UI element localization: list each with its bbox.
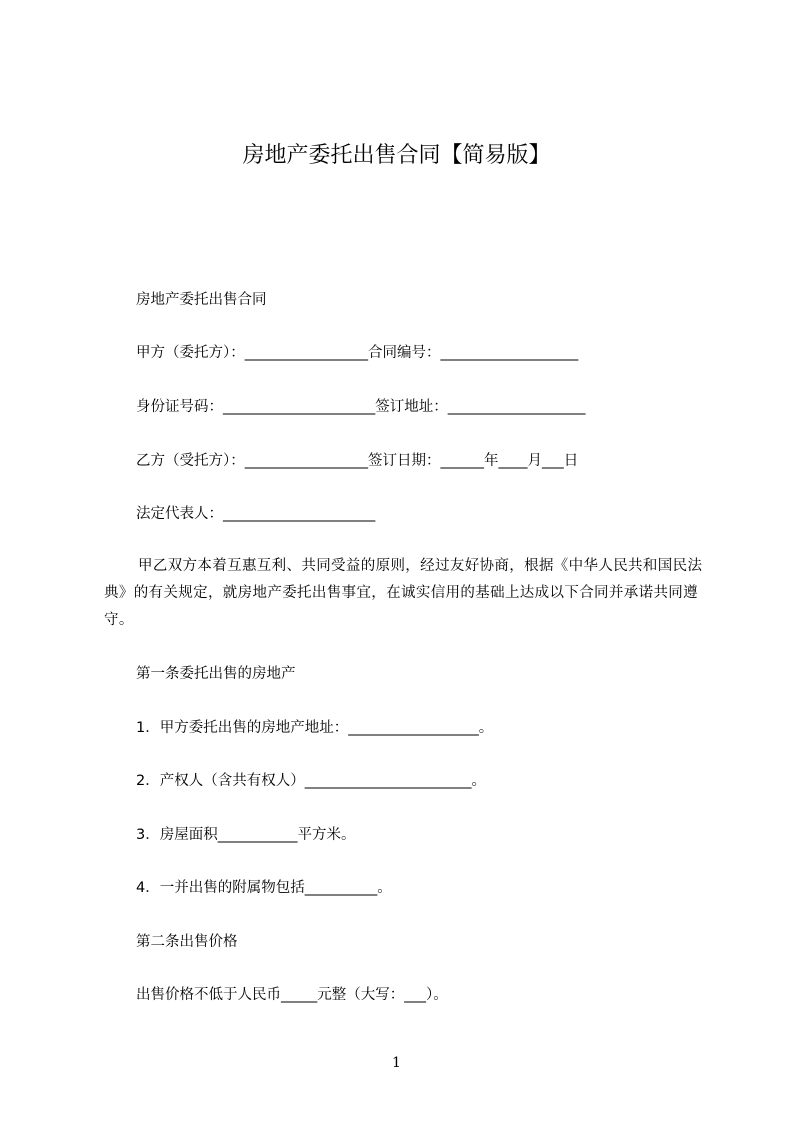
id-number-line: 身份证号码：_____________________签订地址：___________________ [136, 399, 586, 415]
page-number: 1 [392, 1055, 401, 1071]
article-1-item-4: 4．一并出售的附属物包括__________。 [136, 880, 392, 896]
article-1-item-2: 2．产权人（含共有权人）_______________________。 [136, 773, 486, 789]
article-2-title: 第二条出售价格 [136, 934, 238, 950]
party-a-line: 甲方（委托方）：_________________合同编号：___________________ [136, 345, 579, 361]
contract-subtitle: 房地产委托出售合同 [136, 292, 267, 308]
article-1-item-3: 3．房屋面积___________平方米。 [136, 827, 356, 843]
article-1-item-1: 1．甲方委托出售的房地产地址：__________________。 [136, 720, 494, 736]
legal-representative-line: 法定代表人：_____________________ [136, 506, 376, 522]
article-1-title: 第一条委托出售的房地产 [136, 666, 296, 682]
party-b-line: 乙方（受托方）：_________________签订日期：______年____月___日 [136, 453, 579, 469]
preamble-text: 甲乙双方本着互惠互利、共同受益的原则，经过友好协商，根据《中华人民共和国民法典》的有关规定，就房地产委托出售事宜，在诚实信用的基础上达成以下合同并承诺共同遵守。 [104, 558, 703, 628]
document-title: 房地产委托出售合同【简易版】 [242, 143, 551, 168]
price-line: 出售价格不低于人民币_____元整（大写：___）。 [136, 987, 448, 1003]
preamble-paragraph [104, 553, 704, 634]
